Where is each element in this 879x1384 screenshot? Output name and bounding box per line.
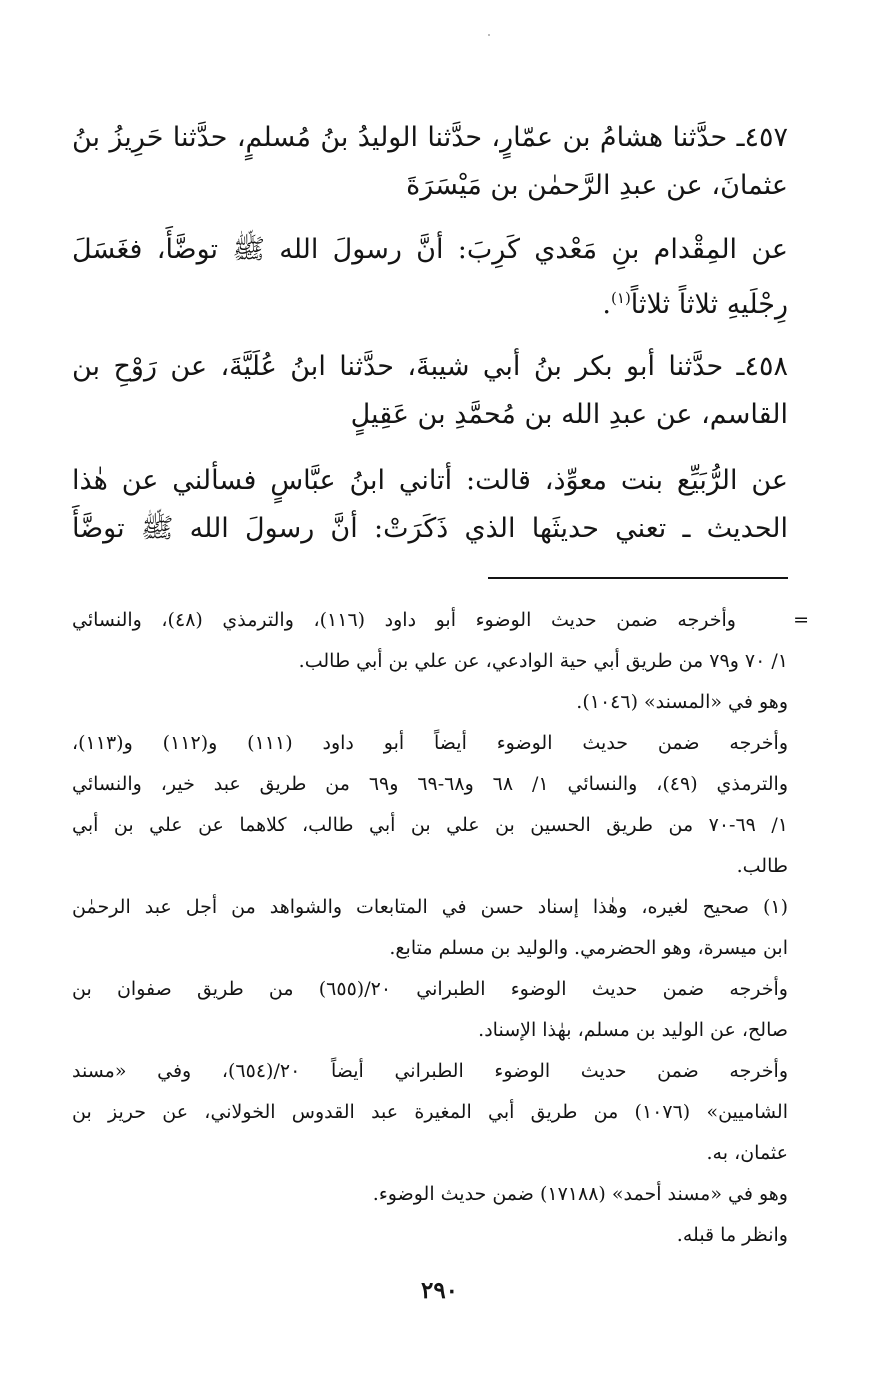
footnotes-section <box>72 600 788 1256</box>
hadith-457-line-2: عثمانَ، عن عبدِ الرَّحمٰن بن مَيْسَرَةَ <box>406 170 788 201</box>
footnote-cont-line-6: ١/ ٦٩-٧٠ من طريق الحسين بن علي بن أبي طالب، كلاهما عن علي بن أبي <box>72 814 788 836</box>
hadith-457-matn <box>72 226 788 329</box>
continuation-mark: = <box>793 609 809 631</box>
footnote-separator <box>488 577 788 579</box>
footnote-cont-line-2: ١/ ٧٠ و٧٩ من طريق أبي حية الوادعي، عن علي بن أبي طالب. <box>298 650 788 672</box>
hadith-457-line-4-text: رِجْلَيهِ ثلاثاً ثلاثاً <box>630 289 788 320</box>
hadith-458-isnad <box>72 343 788 439</box>
footnote-cont-line-4: وأخرجه ضمن حديث الوضوء أيضاً أبو داود (١١١) و(١١٢) و(١١٣)، <box>72 732 789 754</box>
footnote-1-line-4: صالح، عن الوليد بن مسلم، بهٰذا الإسناد. <box>478 1019 788 1041</box>
hadith-458-matn <box>72 457 788 553</box>
footnote-1-line-9: وانظر ما قبله. <box>676 1224 788 1246</box>
footnote-1-line-8: وهو في «مسند أحمد» (١٧١٨٨) ضمن حديث الوضوء. <box>372 1183 788 1205</box>
hadith-457-line-4-end: . <box>602 289 612 320</box>
footnote-1-line-1: (١) صحيح لغيره، وهٰذا إسناد حسن في المتابعات والشواهد من أجل عبد الرحمٰن <box>72 896 788 918</box>
hadith-458-line-1: ٤٥٨ـ حدَّثنا أبو بكر بنُ أبي شيبةَ، حدَّثنا ابنُ عُلَيَّةَ، عن رَوْحِ بن <box>72 351 788 382</box>
hadith-457-line-1: ٤٥٧ـ حدَّثنا هشامُ بن عمّارٍ، حدَّثنا الوليدُ بنُ مُسلمٍ، حدَّثنا حَرِيزُ بنُ <box>72 122 788 153</box>
footnote-cont-line-5: والترمذي (٤٩)، والنسائي ١/ ٦٨ و٦٨-٦٩ و٦٩ من طريق عبد خير، والنسائي <box>72 773 788 795</box>
footnote-cont-line-1: وأخرجه ضمن حديث الوضوء أبو داود (١١٦)، والترمذي (٤٨)، والنسائي <box>72 609 736 631</box>
footnote-cont-line-3: وهو في «المسند» (١٠٤٦). <box>576 691 788 713</box>
footnote-1-line-3: وأخرجه ضمن حديث الوضوء الطبراني ٢٠/(٦٥٥) من طريق صفوان بن <box>72 978 788 1000</box>
footnote-ref-1[interactable]: (١) <box>611 289 631 307</box>
hadith-458-line-2: القاسم، عن عبدِ الله بن مُحمَّدِ بن عَقِيلٍ <box>350 399 788 430</box>
hadith-458-line-4: الحديث ـ تعني حديثَها الذي ذَكَرَتْ: أنَّ رسولَ الله ﷺ توضَّأَ <box>72 513 788 544</box>
hadith-457-isnad <box>72 114 788 210</box>
hadith-457-line-3: عن المِقْدام بنِ مَعْدي كَرِبَ: أنَّ رسولَ الله ﷺ توضَّأَ، فغَسَلَ <box>72 234 788 265</box>
page-number: ٢٩٠ <box>420 1277 459 1304</box>
footnote-1-line-5: وأخرجه ضمن حديث الوضوء الطبراني أيضاً ٢٠/(٦٥٤)، وفي «مسند <box>72 1060 788 1082</box>
footnote-1-line-2: ابن ميسرة، وهو الحضرمي. والوليد بن مسلم متابع. <box>389 937 788 959</box>
hadith-457-line-4 <box>72 274 788 329</box>
footnote-cont-line-7: طالب. <box>736 855 788 877</box>
footnote-1-line-6: الشاميين» (١٠٧٦) من طريق أبي المغيرة عبد القدوس الخولاني، عن حريز بن <box>72 1101 788 1123</box>
hadith-458-line-3: عن الرُّبَيِّع بنت معوِّذ، قالت: أتاني ابنُ عبَّاسٍ فسألني عن هٰذا <box>72 465 788 496</box>
footnote-1-line-7: عثمان، به. <box>706 1142 788 1164</box>
scan-speck <box>488 34 490 36</box>
